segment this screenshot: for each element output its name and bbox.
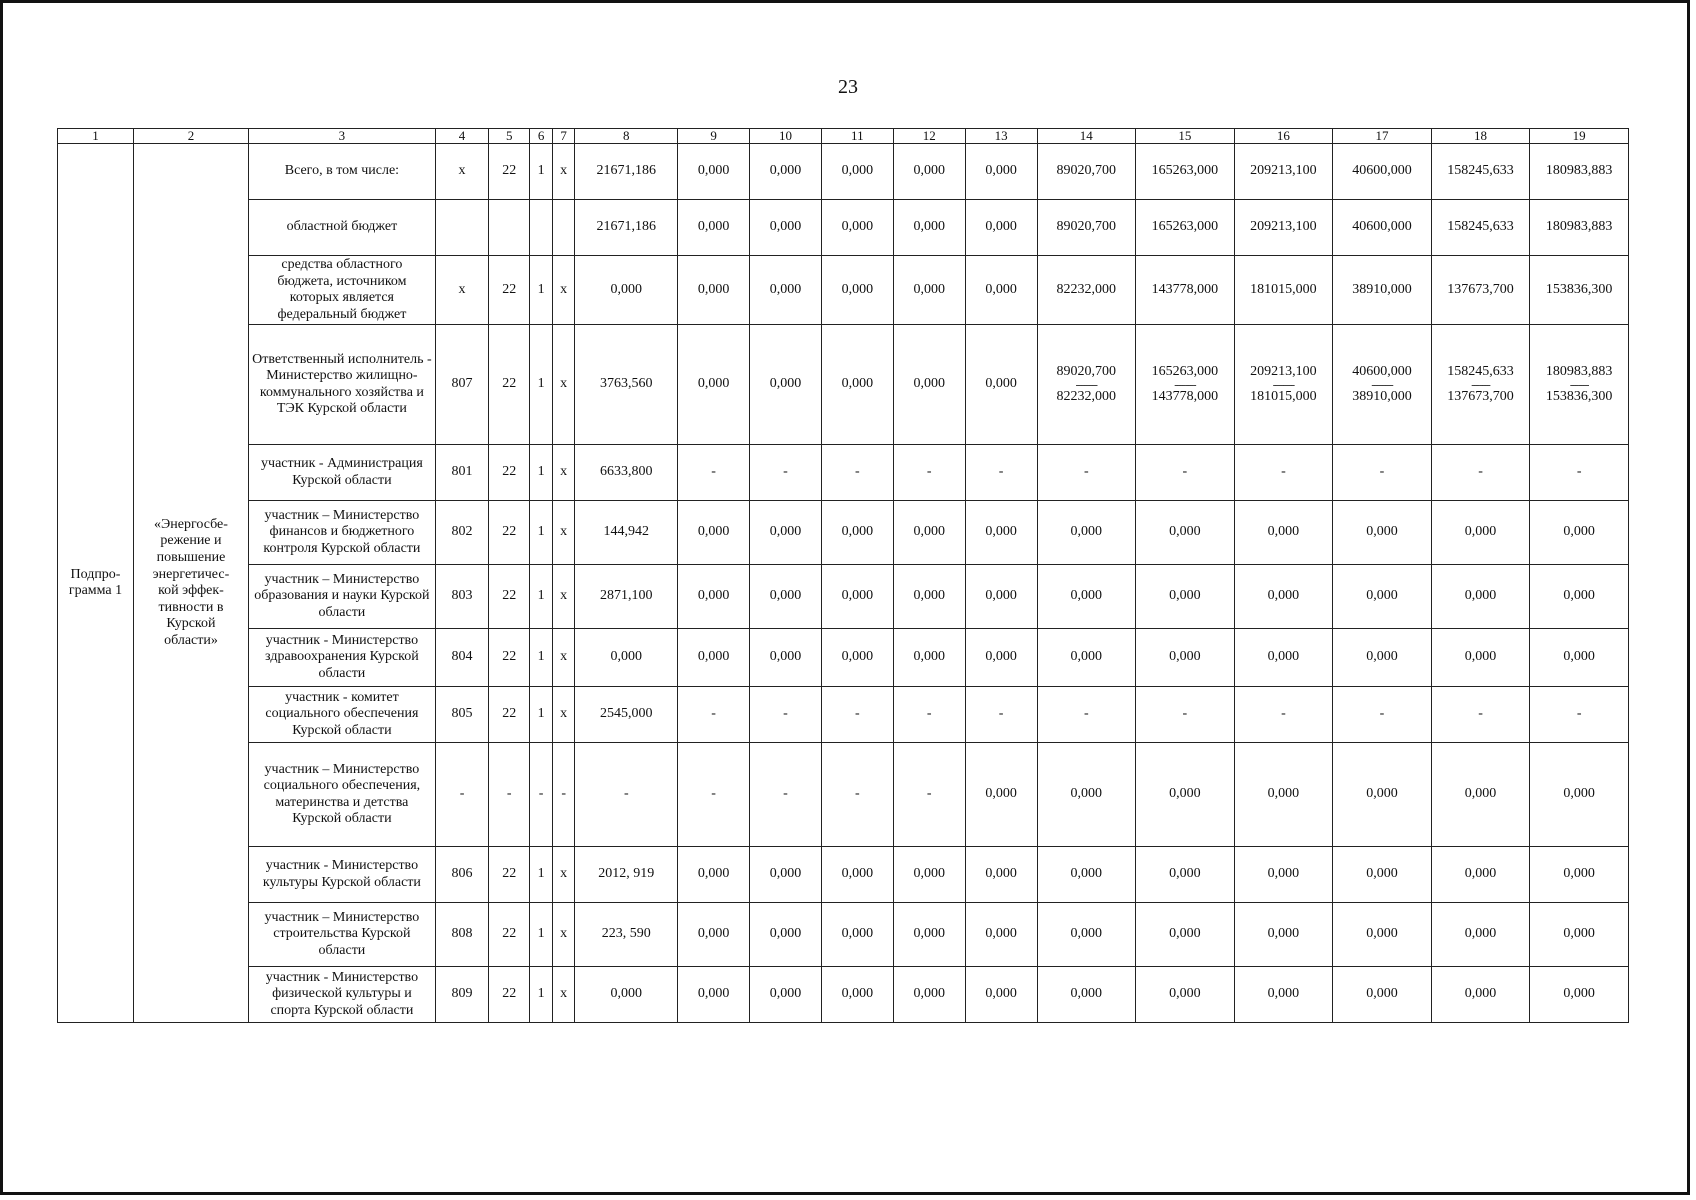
- code-c6: 1: [530, 687, 553, 743]
- amount-cell: 0,000: [893, 967, 965, 1023]
- code-c5: 22: [489, 325, 530, 445]
- column-number: 14: [1037, 129, 1136, 144]
- amount-cell: 38910,000: [1333, 256, 1432, 325]
- row-label: участник – Министерство финансов и бюджетного контроля Курской области: [248, 501, 435, 565]
- amount-cell: -: [1333, 445, 1432, 501]
- column-number: 10: [750, 129, 822, 144]
- amount-cell: -: [821, 445, 893, 501]
- code-c7: х: [552, 903, 575, 967]
- amount-cell: 0,000: [893, 903, 965, 967]
- code-c6: 1: [530, 847, 553, 903]
- amount-cell: 0,000: [1037, 629, 1136, 687]
- amount-cell: 0,000: [1234, 743, 1333, 847]
- amount-separator: --------: [1272, 378, 1295, 391]
- amount-cell: 0,000: [678, 144, 750, 200]
- amount-cell: 0,000: [575, 967, 678, 1023]
- amount-cell: 0,000: [821, 200, 893, 256]
- amount-cell: 0,000: [750, 325, 822, 445]
- amount-bottom: 82232,000: [1056, 388, 1117, 404]
- code-c6: 1: [530, 629, 553, 687]
- amount-cell: 0,000: [1136, 629, 1235, 687]
- code-c5: 22: [489, 144, 530, 200]
- amount-cell: 0,000: [750, 967, 822, 1023]
- amount-cell: 0,000: [1136, 743, 1235, 847]
- amount-cell: 0,000: [965, 501, 1037, 565]
- code-c7: х: [552, 501, 575, 565]
- amount-cell: 0,000: [1136, 967, 1235, 1023]
- code-c4: х: [435, 256, 488, 325]
- amount-cell: 0,000: [1037, 903, 1136, 967]
- column-number: 9: [678, 129, 750, 144]
- amount-cell: 0,000: [678, 629, 750, 687]
- amount-cell: -: [1037, 445, 1136, 501]
- code-c5: 22: [489, 847, 530, 903]
- amount-cell: 0,000: [1234, 903, 1333, 967]
- amount-cell: -: [750, 445, 822, 501]
- row-label: участник - Министерство культуры Курской области: [248, 847, 435, 903]
- amount-cell: 0,000: [678, 847, 750, 903]
- amount-cell: 0,000: [1333, 847, 1432, 903]
- code-c5: 22: [489, 256, 530, 325]
- code-c4: 804: [435, 629, 488, 687]
- amount-cell: 0,000: [678, 967, 750, 1023]
- amount-cell: 0,000: [1037, 967, 1136, 1023]
- table-row: [58, 687, 1629, 743]
- amount-cell: 0,000: [1234, 847, 1333, 903]
- amount-cell: 0,000: [1530, 501, 1629, 565]
- table-row: [58, 200, 1629, 256]
- amount-top: 165263,000: [1151, 364, 1219, 380]
- amount-cell: 2012, 919: [575, 847, 678, 903]
- amount-cell: 0,000: [1333, 743, 1432, 847]
- amount-cell: 0,000: [821, 903, 893, 967]
- code-c5: 22: [489, 629, 530, 687]
- code-empty: [530, 200, 553, 256]
- column-number: 11: [821, 129, 893, 144]
- code-c4: 802: [435, 501, 488, 565]
- amount-cell: 0,000: [1431, 743, 1530, 847]
- amount-cell: 0,000: [1037, 501, 1136, 565]
- table-row: [58, 629, 1629, 687]
- amount-cell: -: [1234, 445, 1333, 501]
- column-number-row: [58, 129, 1629, 144]
- amount-cell: 0,000: [678, 565, 750, 629]
- code-c7: х: [552, 629, 575, 687]
- code-c5: -: [489, 743, 530, 847]
- amount-cell: 2545,000: [575, 687, 678, 743]
- amount-cell: -: [821, 743, 893, 847]
- amount-cell: 0,000: [1431, 847, 1530, 903]
- amount-cell: -: [575, 743, 678, 847]
- amount-cell: 0,000: [678, 903, 750, 967]
- amount-cell: 0,000: [821, 967, 893, 1023]
- code-c7: х: [552, 144, 575, 200]
- amount-cell: 0,000: [1333, 967, 1432, 1023]
- amount-cell: -: [1530, 687, 1629, 743]
- amount-cell: 0,000: [1431, 967, 1530, 1023]
- amount-bottom: 181015,000: [1250, 388, 1317, 404]
- amount-cell: 0,000: [678, 501, 750, 565]
- column-number: 15: [1136, 129, 1235, 144]
- column-number: 5: [489, 129, 530, 144]
- row-label: участник – Министерство социального обеспечения, материнства и детства Курской области: [248, 743, 435, 847]
- amount-split-cell: [1136, 325, 1235, 445]
- amount-split-cell: [1530, 325, 1629, 445]
- code-c7: х: [552, 687, 575, 743]
- amount-cell: 165263,000: [1136, 144, 1235, 200]
- row-label: Ответственный исполнитель - Министерство жилищно-коммунального хозяйства и ТЭК Курской области: [248, 325, 435, 445]
- amount-cell: 0,000: [965, 256, 1037, 325]
- amount-cell: -: [893, 687, 965, 743]
- code-c6: 1: [530, 967, 553, 1023]
- table-row: [58, 903, 1629, 967]
- amount-cell: 0,000: [1234, 629, 1333, 687]
- amount-cell: 165263,000: [1136, 200, 1235, 256]
- amount-cell: 82232,000: [1037, 256, 1136, 325]
- amount-split: [1238, 364, 1330, 405]
- code-c4: 807: [435, 325, 488, 445]
- amount-cell: 0,000: [1431, 501, 1530, 565]
- row-label: участник – Министерство образования и науки Курской области: [248, 565, 435, 629]
- amount-cell: 0,000: [821, 629, 893, 687]
- column-number: 13: [965, 129, 1037, 144]
- amount-cell: 0,000: [1530, 743, 1629, 847]
- table-row: [58, 565, 1629, 629]
- code-c5: 22: [489, 903, 530, 967]
- table-row: [58, 743, 1629, 847]
- amount-cell: 0,000: [1333, 501, 1432, 565]
- amount-cell: 209213,100: [1234, 144, 1333, 200]
- code-empty: [435, 200, 488, 256]
- amount-split: [1336, 364, 1428, 405]
- amount-cell: 0,000: [678, 256, 750, 325]
- amount-cell: 0,000: [965, 200, 1037, 256]
- row-label: участник - комитет социального обеспечения Курской области: [248, 687, 435, 743]
- amount-split-cell: [1431, 325, 1530, 445]
- code-c6: 1: [530, 144, 553, 200]
- amount-cell: -: [750, 687, 822, 743]
- code-c5: 22: [489, 565, 530, 629]
- amount-cell: 144,942: [575, 501, 678, 565]
- code-c4: 801: [435, 445, 488, 501]
- row-label: Всего, в том числе:: [248, 144, 435, 200]
- column-number: 18: [1431, 129, 1530, 144]
- amount-cell: 0,000: [1234, 501, 1333, 565]
- column-number: 16: [1234, 129, 1333, 144]
- amount-cell: 0,000: [575, 256, 678, 325]
- amount-separator: -------: [1471, 378, 1490, 391]
- amount-cell: -: [1431, 687, 1530, 743]
- amount-cell: 21671,186: [575, 200, 678, 256]
- column-number: 7: [552, 129, 575, 144]
- code-c4: х: [435, 144, 488, 200]
- amount-cell: 0,000: [1037, 847, 1136, 903]
- amount-cell: 0,000: [575, 629, 678, 687]
- amount-cell: -: [1136, 445, 1235, 501]
- table-row: [58, 967, 1629, 1023]
- amount-cell: 158245,633: [1431, 200, 1530, 256]
- amount-top: 180983,883: [1545, 364, 1613, 380]
- amount-cell: 0,000: [893, 256, 965, 325]
- amount-cell: 0,000: [678, 325, 750, 445]
- code-c5: 22: [489, 687, 530, 743]
- code-c5: 22: [489, 967, 530, 1023]
- amount-cell: 209213,100: [1234, 200, 1333, 256]
- amount-cell: 0,000: [750, 903, 822, 967]
- amount-cell: 143778,000: [1136, 256, 1235, 325]
- column-number: 3: [248, 129, 435, 144]
- program-title: «Энергосбе- режение и повышение энергетичес- кой эффек- тивности в Курской области»: [133, 144, 248, 1023]
- code-c6: 1: [530, 903, 553, 967]
- amount-split: [1041, 364, 1133, 405]
- amount-cell: 158245,633: [1431, 144, 1530, 200]
- code-c4: 803: [435, 565, 488, 629]
- amount-cell: 0,000: [893, 144, 965, 200]
- table-row: [58, 256, 1629, 325]
- page-number: 23: [838, 76, 858, 98]
- table-row: [58, 325, 1629, 445]
- amount-cell: 40600,000: [1333, 200, 1432, 256]
- amount-split: [1139, 364, 1231, 405]
- column-number: 17: [1333, 129, 1432, 144]
- amount-cell: 89020,700: [1037, 200, 1136, 256]
- amount-cell: 0,000: [1234, 967, 1333, 1023]
- amount-cell: 0,000: [1530, 565, 1629, 629]
- amount-cell: 0,000: [821, 256, 893, 325]
- amount-split: [1435, 364, 1527, 405]
- program-label: Подпро- грамма 1: [58, 144, 134, 1023]
- amount-cell: 0,000: [1431, 629, 1530, 687]
- column-number: 4: [435, 129, 488, 144]
- amount-cell: -: [1431, 445, 1530, 501]
- amount-separator: --------: [1174, 378, 1196, 391]
- amount-separator: --------: [1371, 378, 1393, 391]
- code-empty: [489, 200, 530, 256]
- amount-bottom: 38910,000: [1352, 388, 1412, 404]
- amount-cell: 0,000: [965, 629, 1037, 687]
- amount-cell: -: [821, 687, 893, 743]
- amount-cell: 0,000: [1136, 903, 1235, 967]
- amount-cell: 0,000: [750, 200, 822, 256]
- code-c6: 1: [530, 445, 553, 501]
- code-c7: -: [552, 743, 575, 847]
- table-row: [58, 501, 1629, 565]
- amount-cell: 0,000: [750, 144, 822, 200]
- amount-cell: 0,000: [678, 200, 750, 256]
- budget-table: [57, 128, 1629, 1023]
- code-c4: 809: [435, 967, 488, 1023]
- amount-bottom: 137673,700: [1447, 388, 1514, 404]
- amount-cell: -: [893, 743, 965, 847]
- amount-top: 40600,000: [1352, 364, 1412, 380]
- row-label: средства областного бюджета, источником которых является федеральный бюджет: [248, 256, 435, 325]
- amount-bottom: 153836,300: [1545, 388, 1613, 404]
- amount-cell: 0,000: [893, 847, 965, 903]
- amount-cell: 181015,000: [1234, 256, 1333, 325]
- amount-cell: 3763,560: [575, 325, 678, 445]
- amount-cell: 0,000: [893, 629, 965, 687]
- amount-cell: 0,000: [1530, 847, 1629, 903]
- code-c4: 808: [435, 903, 488, 967]
- row-label: участник - Администрация Курской области: [248, 445, 435, 501]
- amount-cell: 2871,100: [575, 565, 678, 629]
- amount-cell: 0,000: [1530, 903, 1629, 967]
- row-label: участник - Министерство физической культуры и спорта Курской области: [248, 967, 435, 1023]
- amount-cell: 0,000: [750, 565, 822, 629]
- amount-split-cell: [1234, 325, 1333, 445]
- row-label: областной бюджет: [248, 200, 435, 256]
- amount-cell: 0,000: [1530, 967, 1629, 1023]
- amount-cell: -: [678, 445, 750, 501]
- amount-cell: 0,000: [1136, 847, 1235, 903]
- amount-cell: 0,000: [1136, 565, 1235, 629]
- amount-cell: -: [965, 445, 1037, 501]
- amount-cell: 0,000: [965, 967, 1037, 1023]
- amount-cell: 0,000: [965, 325, 1037, 445]
- code-c6: 1: [530, 325, 553, 445]
- amount-cell: 0,000: [965, 144, 1037, 200]
- amount-cell: 0,000: [965, 847, 1037, 903]
- amount-cell: 0,000: [821, 325, 893, 445]
- code-empty: [552, 200, 575, 256]
- column-number: 1: [58, 129, 134, 144]
- column-number: 2: [133, 129, 248, 144]
- amount-cell: 0,000: [821, 144, 893, 200]
- amount-cell: -: [1136, 687, 1235, 743]
- code-c6: 1: [530, 501, 553, 565]
- table-row: [58, 445, 1629, 501]
- amount-cell: -: [965, 687, 1037, 743]
- row-label: участник – Министерство строительства Курской области: [248, 903, 435, 967]
- amount-cell: 0,000: [1333, 565, 1432, 629]
- amount-split-cell: [1333, 325, 1432, 445]
- column-number: 8: [575, 129, 678, 144]
- amount-cell: 0,000: [1530, 629, 1629, 687]
- amount-cell: 0,000: [893, 501, 965, 565]
- amount-cell: -: [1530, 445, 1629, 501]
- amount-cell: -: [893, 445, 965, 501]
- code-c7: х: [552, 967, 575, 1023]
- code-c7: х: [552, 256, 575, 325]
- column-number: 19: [1530, 129, 1629, 144]
- amount-split-cell: [1037, 325, 1136, 445]
- code-c6: 1: [530, 565, 553, 629]
- amount-cell: -: [750, 743, 822, 847]
- amount-cell: -: [1333, 687, 1432, 743]
- amount-cell: 0,000: [821, 501, 893, 565]
- amount-separator: -------: [1569, 378, 1589, 391]
- code-c4: -: [435, 743, 488, 847]
- amount-cell: 153836,300: [1530, 256, 1629, 325]
- amount-cell: 0,000: [1037, 565, 1136, 629]
- amount-cell: 0,000: [750, 256, 822, 325]
- amount-top: 89020,700: [1056, 364, 1117, 380]
- amount-cell: 0,000: [821, 847, 893, 903]
- code-c7: х: [552, 847, 575, 903]
- amount-cell: 0,000: [965, 903, 1037, 967]
- amount-cell: -: [678, 687, 750, 743]
- amount-cell: 0,000: [750, 847, 822, 903]
- amount-cell: 0,000: [750, 629, 822, 687]
- amount-cell: 0,000: [1037, 743, 1136, 847]
- amount-cell: 0,000: [965, 565, 1037, 629]
- amount-cell: 0,000: [1333, 903, 1432, 967]
- code-c5: 22: [489, 501, 530, 565]
- amount-cell: 0,000: [965, 743, 1037, 847]
- amount-split: [1533, 364, 1625, 405]
- amount-cell: 0,000: [893, 325, 965, 445]
- amount-cell: -: [1037, 687, 1136, 743]
- amount-cell: 89020,700: [1037, 144, 1136, 200]
- amount-top: 209213,100: [1250, 364, 1317, 380]
- row-label: участник - Министерство здравоохранения Курской области: [248, 629, 435, 687]
- amount-cell: 0,000: [821, 565, 893, 629]
- amount-cell: 0,000: [1234, 565, 1333, 629]
- amount-top: 158245,633: [1447, 364, 1514, 380]
- table-row: [58, 847, 1629, 903]
- amount-cell: 0,000: [893, 200, 965, 256]
- column-number: 12: [893, 129, 965, 144]
- amount-cell: 6633,800: [575, 445, 678, 501]
- amount-cell: 0,000: [1431, 565, 1530, 629]
- amount-cell: 40600,000: [1333, 144, 1432, 200]
- amount-separator: --------: [1075, 378, 1097, 391]
- table-row: [58, 144, 1629, 200]
- amount-cell: 180983,883: [1530, 144, 1629, 200]
- code-c7: х: [552, 565, 575, 629]
- code-c7: х: [552, 445, 575, 501]
- amount-cell: 137673,700: [1431, 256, 1530, 325]
- column-number: 6: [530, 129, 553, 144]
- code-c4: 805: [435, 687, 488, 743]
- amount-cell: 0,000: [750, 501, 822, 565]
- amount-cell: -: [1234, 687, 1333, 743]
- amount-cell: 0,000: [1333, 629, 1432, 687]
- code-c6: -: [530, 743, 553, 847]
- code-c5: 22: [489, 445, 530, 501]
- amount-cell: -: [678, 743, 750, 847]
- amount-cell: 0,000: [1431, 903, 1530, 967]
- amount-cell: 0,000: [893, 565, 965, 629]
- code-c7: х: [552, 325, 575, 445]
- code-c4: 806: [435, 847, 488, 903]
- amount-cell: 21671,186: [575, 144, 678, 200]
- amount-bottom: 143778,000: [1151, 388, 1219, 404]
- code-c6: 1: [530, 256, 553, 325]
- amount-cell: 180983,883: [1530, 200, 1629, 256]
- amount-cell: 223, 590: [575, 903, 678, 967]
- amount-cell: 0,000: [1136, 501, 1235, 565]
